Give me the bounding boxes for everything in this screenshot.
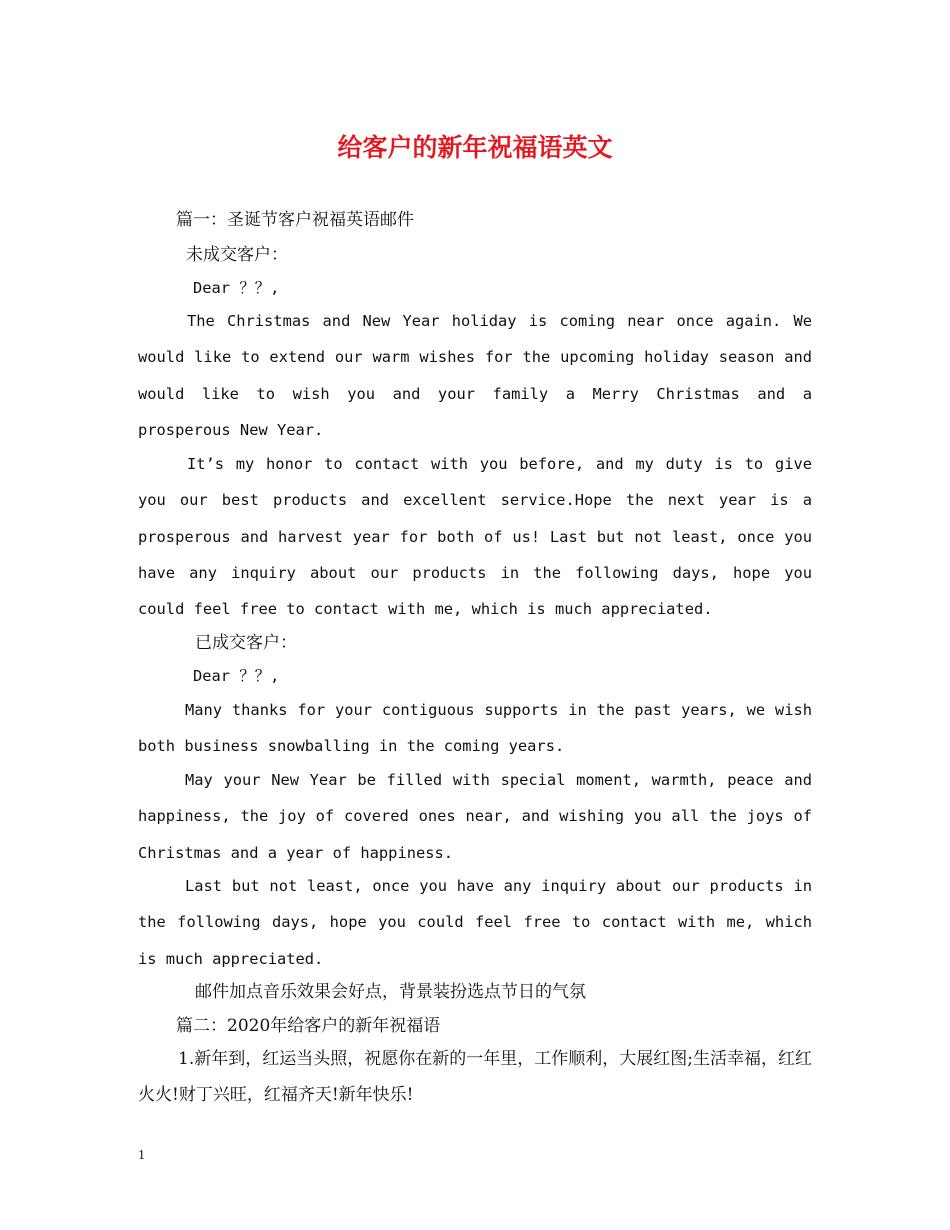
unclosed-customer-label: 未成交客户：	[186, 245, 288, 265]
section-heading-1: 篇一：圣诞节客户祝福英语邮件	[176, 210, 414, 230]
paragraph-new-year-wish: May your New Year be filled with special moment, warmth, peace and happiness, the joy of covered ones near, and wishing you all the joys of Christmas and a year of happiness.	[138, 771, 812, 862]
document-title: 给客户的新年祝福语英文	[337, 133, 613, 162]
paragraph-closing: Last but not least, once you have any inquiry about our products in the following days, hope you could feel free to contact with me, which is much appreciated.	[138, 877, 812, 968]
email-tip-note: 邮件加点音乐效果会好点，背景装扮选点节日的气氛	[195, 982, 586, 1002]
section-heading-2: 篇二：2020年给客户的新年祝福语	[176, 1016, 441, 1036]
paragraph-thanks: Many thanks for your contiguous supports in the past years, we wish both business snowballing in the coming years.	[138, 701, 812, 756]
salutation-2: Dear ？？,	[193, 667, 280, 685]
salutation-1: Dear ？？,	[193, 279, 280, 297]
closed-customer-label: 已成交客户：	[195, 633, 297, 653]
paragraph-honor-contact: It’s my honor to contact with you before, and my duty is to give you our best products and excellent service.Hope the next year is a prosperous and harvest year for both of us! Last but not least, once you have any inquiry about our products in the following days, hope you could feel free to contact with me, which is much appreciated.	[138, 455, 812, 619]
list-item-1: 1.新年到，红运当头照，祝愿你在新的一年里，工作顺利，大展红图;生活幸福，红红火火!财丁兴旺，红福齐天!新年快乐!	[138, 1049, 812, 1105]
paragraph-christmas-wishes: The Christmas and New Year holiday is coming near once again. We would like to extend our warm wishes for the upcoming holiday season and would like to wish you and your family a Merry Christmas and a prosperous New Year.	[138, 312, 812, 439]
page-number: 1	[138, 1148, 145, 1163]
